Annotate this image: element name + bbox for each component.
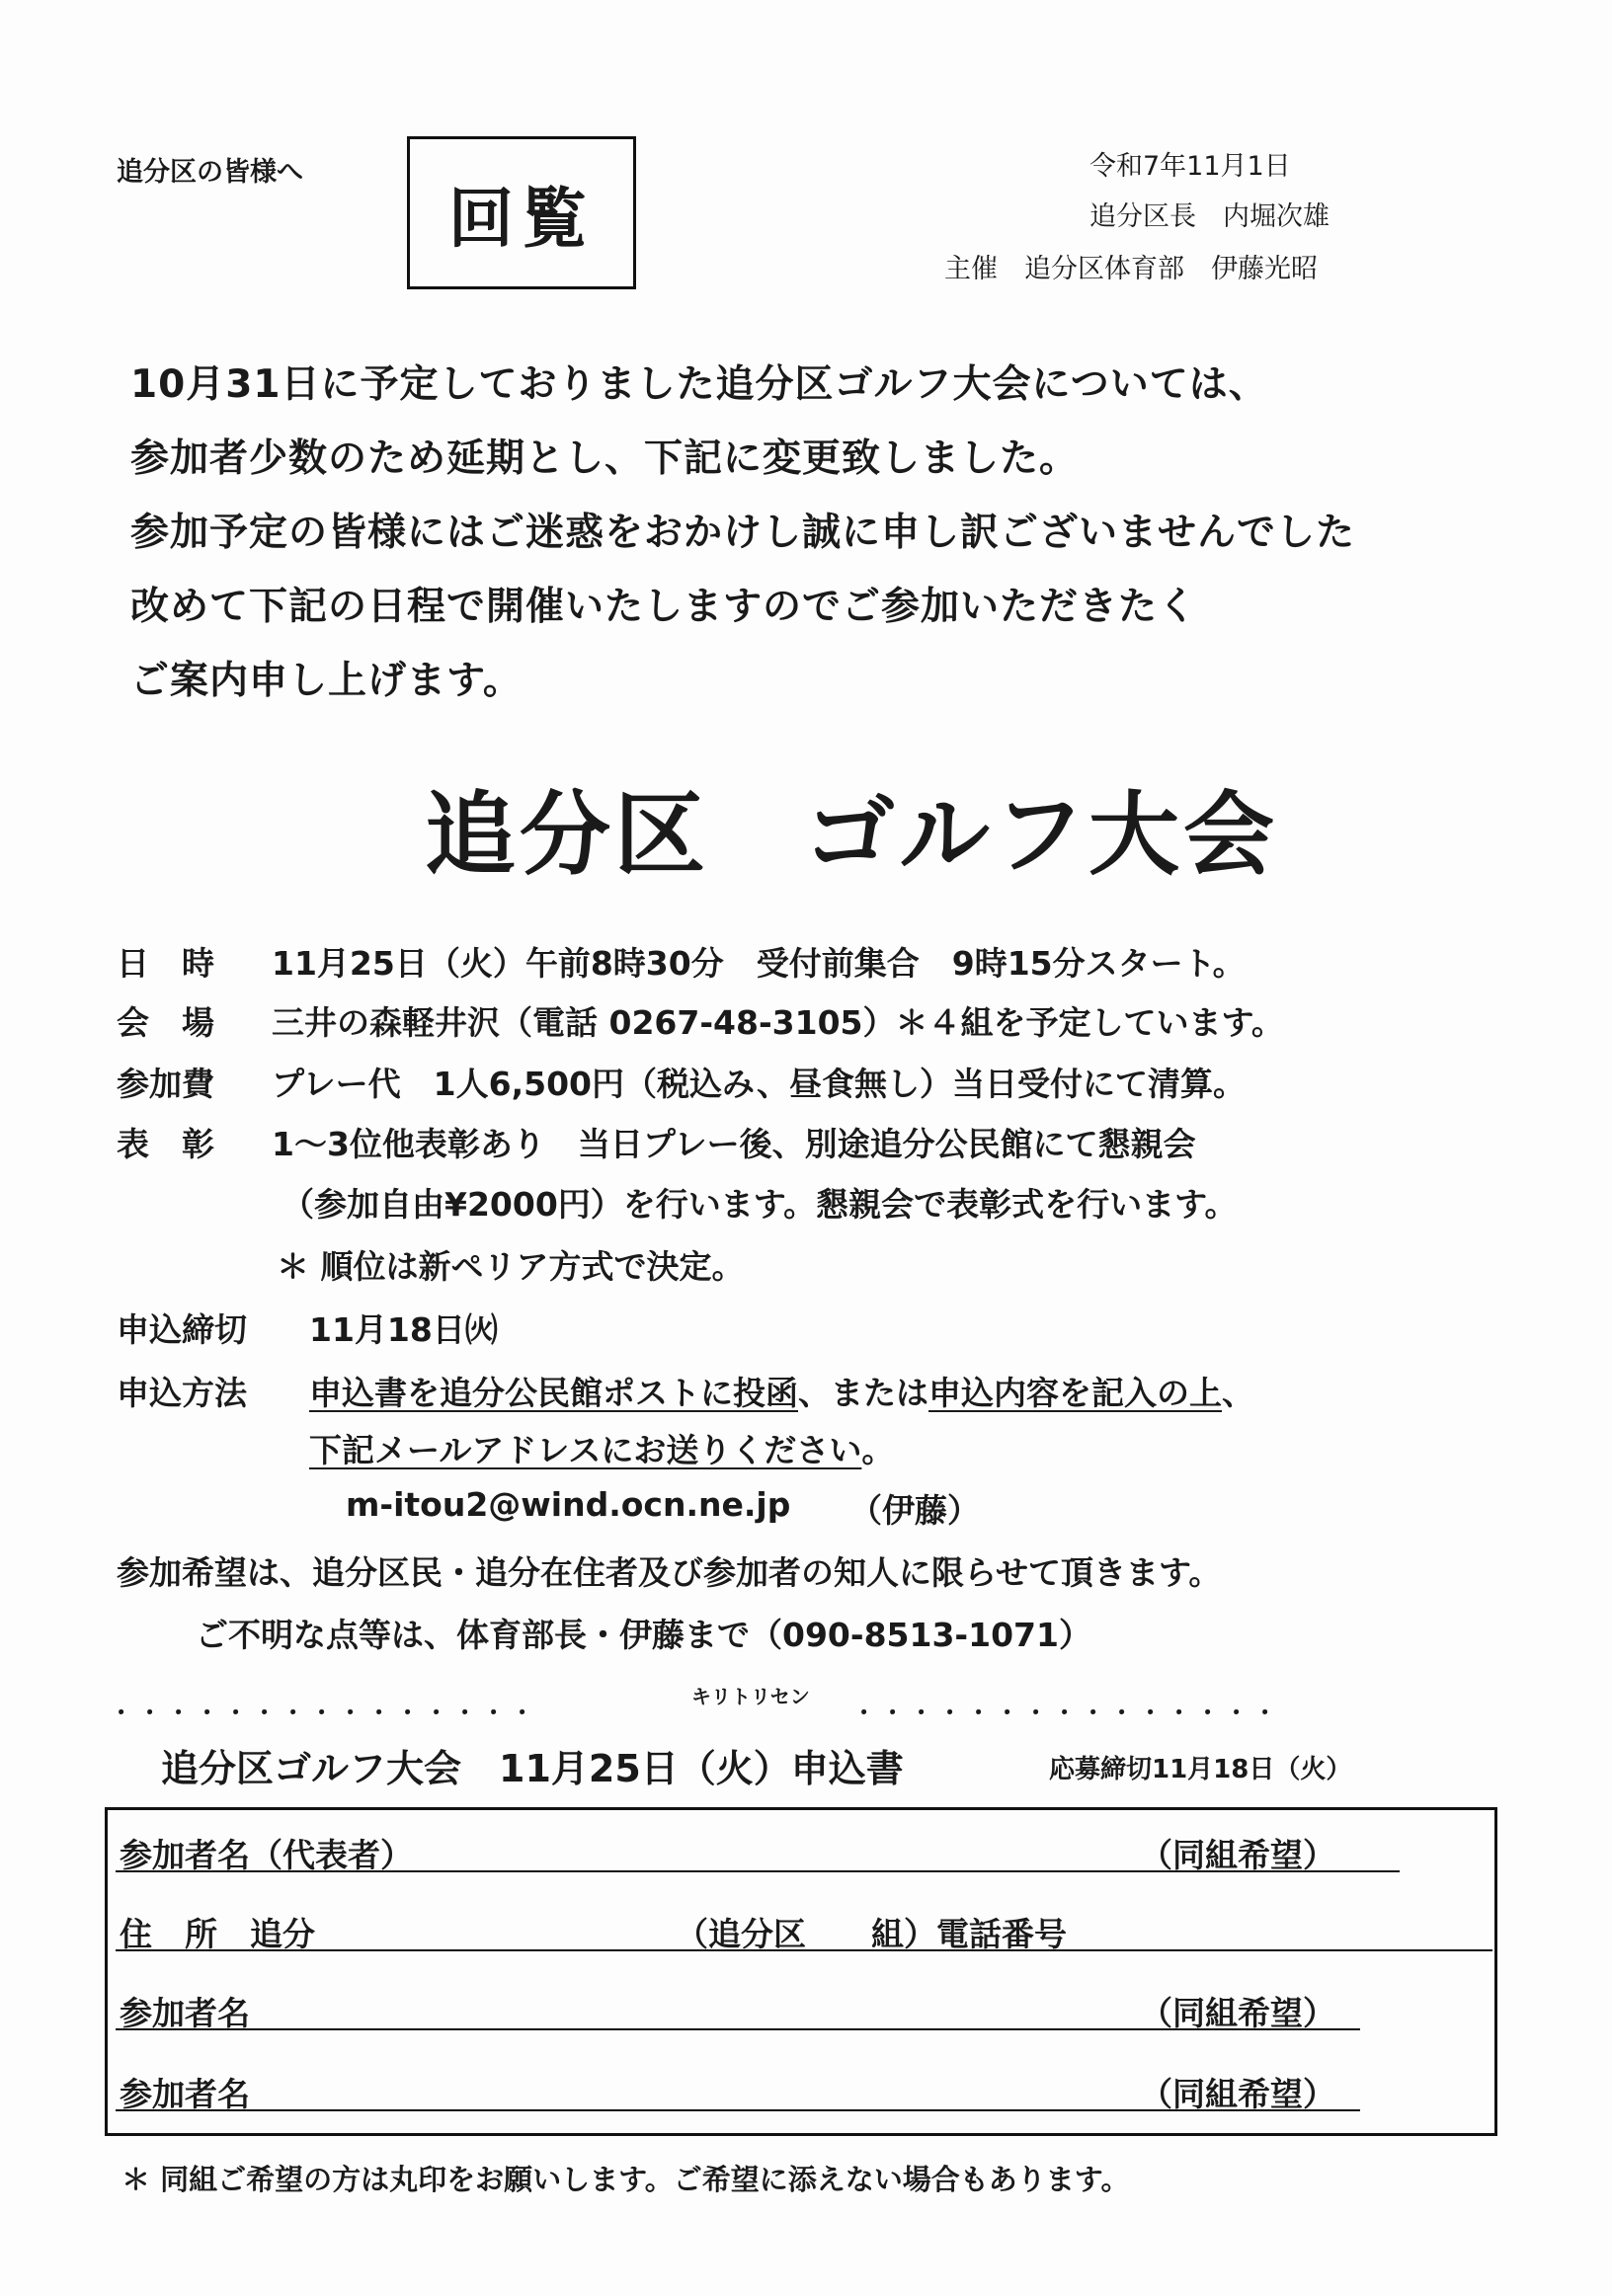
contact-note: ご不明な点等は、体育部長・伊藤まで（090-8513-1071） xyxy=(196,1616,1091,1654)
intro-line-3: 参加予定の皆様にはご迷惑をおかけし誠に申し訳ございませんでした xyxy=(130,511,1356,555)
award-line-1: 1～3位他表彰あり 当日プレー後、別途追分公民館にて懇親会 xyxy=(272,1125,1196,1163)
method-line-1 xyxy=(309,1368,1254,1414)
form-row1-label: 参加者名（代表者） xyxy=(120,1836,413,1874)
application-form xyxy=(105,1807,1497,2136)
form-row1-pair: （同組希望） xyxy=(1140,1836,1335,1874)
method-line-2 xyxy=(309,1425,894,1471)
email-owner: （伊藤） xyxy=(849,1491,980,1530)
form-title: 追分区ゴルフ大会 11月25日（火）申込書 xyxy=(161,1747,904,1790)
form-row2-underline[interactable] xyxy=(116,1949,1492,1951)
kairan-label: 回覧 xyxy=(448,181,595,257)
cut-line-label: キリトリセン xyxy=(691,1685,810,1708)
form-row2-label: 住 所 追分 xyxy=(120,1915,315,1953)
page-title: 追分区 ゴルフ大会 xyxy=(425,782,1279,888)
venue-label: 会 場 xyxy=(117,1003,214,1042)
method-underlined-3: 下記メールアドレスにお送りください xyxy=(309,1431,862,1469)
deadline-label: 申込締切 xyxy=(117,1310,247,1349)
form-row3-underline[interactable] xyxy=(116,2028,1360,2030)
form-row2-mid: （追分区 組）電話番号 xyxy=(676,1915,1067,1953)
email-address[interactable]: m-itou2@wind.ocn.ne.jp xyxy=(346,1485,791,1524)
method-text-2: 、 xyxy=(1222,1374,1254,1412)
fee-value: プレー代 1人6,500円（税込み、昼食無し）当日受付にて清算。 xyxy=(272,1065,1247,1103)
eligibility-note: 参加希望は、追分区民・追分在住者及び参加者の知人に限らせて頂きます。 xyxy=(117,1553,1222,1592)
method-label: 申込方法 xyxy=(117,1374,247,1412)
fee-label: 参加費 xyxy=(117,1065,214,1103)
award-line-2: （参加自由¥2000円）を行います。懇親会で表彰式を行います。 xyxy=(282,1185,1238,1224)
method-underlined-2: 申込内容を記入の上 xyxy=(928,1374,1222,1412)
method-text-3: 。 xyxy=(861,1431,895,1469)
district-chief: 追分区長 内堀次雄 xyxy=(1089,201,1330,232)
form-row3-label: 参加者名 xyxy=(120,1994,250,2032)
award-label: 表 彰 xyxy=(117,1125,214,1163)
intro-line-5: ご案内申し上げます。 xyxy=(130,659,523,703)
addressee: 追分区の皆様へ xyxy=(117,157,303,188)
issue-date: 令和7年11月1日 xyxy=(1089,151,1291,182)
intro-line-4: 改めて下記の日程で開催いたしますのでご参加いただきたく xyxy=(130,585,1198,629)
method-text-1: 、または xyxy=(798,1374,928,1412)
method-underlined-1: 申込書を追分公民館ポストに投函 xyxy=(309,1374,798,1412)
intro-line-2: 参加者少数のため延期とし、下記に変更致しました。 xyxy=(130,436,1080,481)
footnote: ＊ 同組ご希望の方は丸印をお願いします。ご希望に添えない場合もあります。 xyxy=(121,2163,1130,2196)
kairan-stamp xyxy=(407,136,636,289)
form-row4-underline[interactable] xyxy=(116,2109,1360,2111)
datetime-value: 11月25日（火）午前8時30分 受付前集合 9時15分スタート。 xyxy=(272,944,1246,983)
cut-line-dots-left: ．．．．．．．．．．．．．．． xyxy=(117,1687,561,1721)
form-row4-pair: （同組希望） xyxy=(1140,2075,1335,2113)
intro-line-1: 10月31日に予定しておりました追分区ゴルフ大会については、 xyxy=(130,362,1268,407)
deadline-value: 11月18日㈫ xyxy=(309,1310,498,1349)
form-deadline: 応募締切11月18日（火） xyxy=(1049,1755,1352,1784)
award-line-3: ＊ 順位は新ペリア方式で決定。 xyxy=(277,1247,745,1286)
form-row1-underline[interactable] xyxy=(116,1870,1400,1872)
form-row3-pair: （同組希望） xyxy=(1140,1994,1335,2032)
venue-value: 三井の森軽井沢（電話 0267-48-3105）＊４組を予定しています。 xyxy=(272,1003,1284,1042)
cut-line-dots-right: ．．．．．．．．．．．．．．． xyxy=(859,1687,1304,1721)
organizer: 主催 追分区体育部 伊藤光昭 xyxy=(944,254,1318,284)
form-row4-label: 参加者名 xyxy=(120,2075,250,2113)
datetime-label: 日 時 xyxy=(117,944,214,983)
